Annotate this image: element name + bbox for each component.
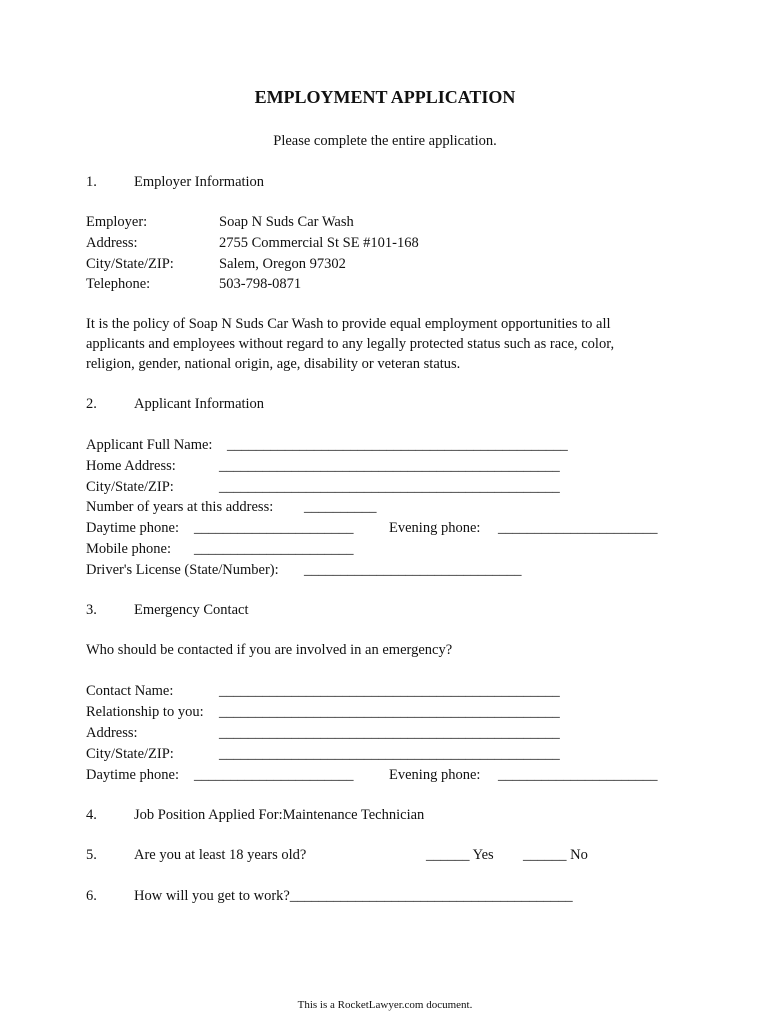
- section-2-heading: Applicant Information: [134, 396, 265, 412]
- contact-evening-phone-label: Evening phone:: [389, 767, 481, 783]
- contact-address-label: Address:: [86, 725, 138, 741]
- applicant-evening-phone-field[interactable]: ______________________: [498, 520, 658, 536]
- applicant-name-field[interactable]: _______________________________________________: [227, 437, 568, 453]
- applicant-name-label: Applicant Full Name:: [86, 437, 213, 453]
- contact-city-field[interactable]: _______________________________________________: [219, 746, 560, 762]
- applicant-city-label: City/State/ZIP:: [86, 479, 174, 495]
- transportation-question-field[interactable]: How will you get to work?_______________________________________: [134, 888, 573, 904]
- age-question: Are you at least 18 years old?: [134, 847, 307, 863]
- employer-city-value: Salem, Oregon 97302: [219, 256, 346, 272]
- section-3-heading: Emergency Contact: [134, 602, 249, 618]
- footer-note: This is a RocketLawyer.com document.: [297, 999, 473, 1011]
- section-4-number: 4.: [86, 807, 97, 823]
- employer-city-label: City/State/ZIP:: [86, 256, 174, 272]
- contact-name-label: Contact Name:: [86, 683, 174, 699]
- contact-evening-phone-field[interactable]: ______________________: [498, 767, 658, 783]
- drivers-license-field[interactable]: ______________________________: [304, 562, 522, 578]
- applicant-evening-phone-label: Evening phone:: [389, 520, 481, 536]
- employer-label: Employer:: [86, 214, 148, 230]
- job-position-text: Job Position Applied For:Maintenance Technician: [134, 807, 425, 823]
- emergency-question: Who should be contacted if you are involved in an emergency?: [86, 642, 453, 658]
- document-title: EMPLOYMENT APPLICATION: [254, 87, 516, 107]
- section-2-number: 2.: [86, 396, 97, 412]
- home-address-label: Home Address:: [86, 458, 176, 474]
- contact-daytime-phone-field[interactable]: ______________________: [194, 767, 354, 783]
- drivers-license-label: Driver's License (State/Number):: [86, 562, 279, 578]
- relationship-field[interactable]: _______________________________________________: [219, 704, 560, 720]
- age-yes-option[interactable]: ______ Yes: [426, 847, 494, 863]
- section-6-number: 6.: [86, 888, 97, 904]
- applicant-daytime-phone-label: Daytime phone:: [86, 520, 180, 536]
- age-no-option[interactable]: ______ No: [523, 847, 588, 863]
- home-address-field[interactable]: _______________________________________________: [219, 458, 560, 474]
- relationship-label: Relationship to you:: [86, 704, 204, 720]
- equal-opportunity-policy: It is the policy of Soap N Suds Car Wash to provide equal employment opportunities to all applicants and employees without regard to any legally protected status such as race, color, religion, gender, national origin, age, disability or veteran status.: [86, 316, 615, 372]
- applicant-city-field[interactable]: _______________________________________________: [219, 479, 560, 495]
- section-3-number: 3.: [86, 602, 97, 618]
- employer-address-value: 2755 Commercial St SE #101-168: [219, 235, 419, 251]
- years-at-address-field[interactable]: __________: [304, 499, 377, 515]
- mobile-phone-field[interactable]: ______________________: [194, 541, 354, 557]
- contact-name-field[interactable]: _______________________________________________: [219, 683, 560, 699]
- employer-value: Soap N Suds Car Wash: [219, 214, 354, 230]
- section-1-number: 1.: [86, 174, 97, 190]
- contact-daytime-phone-label: Daytime phone:: [86, 767, 180, 783]
- section-1-heading: Employer Information: [134, 174, 265, 190]
- contact-address-field[interactable]: _______________________________________________: [219, 725, 560, 741]
- employer-telephone-value: 503-798-0871: [219, 276, 302, 292]
- years-at-address-label: Number of years at this address:: [86, 499, 274, 515]
- section-5-number: 5.: [86, 847, 97, 863]
- applicant-daytime-phone-field[interactable]: ______________________: [194, 520, 354, 536]
- mobile-phone-label: Mobile phone:: [86, 541, 171, 557]
- employer-telephone-label: Telephone:: [86, 276, 151, 292]
- employer-address-label: Address:: [86, 235, 138, 251]
- document-subtitle: Please complete the entire application.: [273, 133, 497, 149]
- contact-city-label: City/State/ZIP:: [86, 746, 174, 762]
